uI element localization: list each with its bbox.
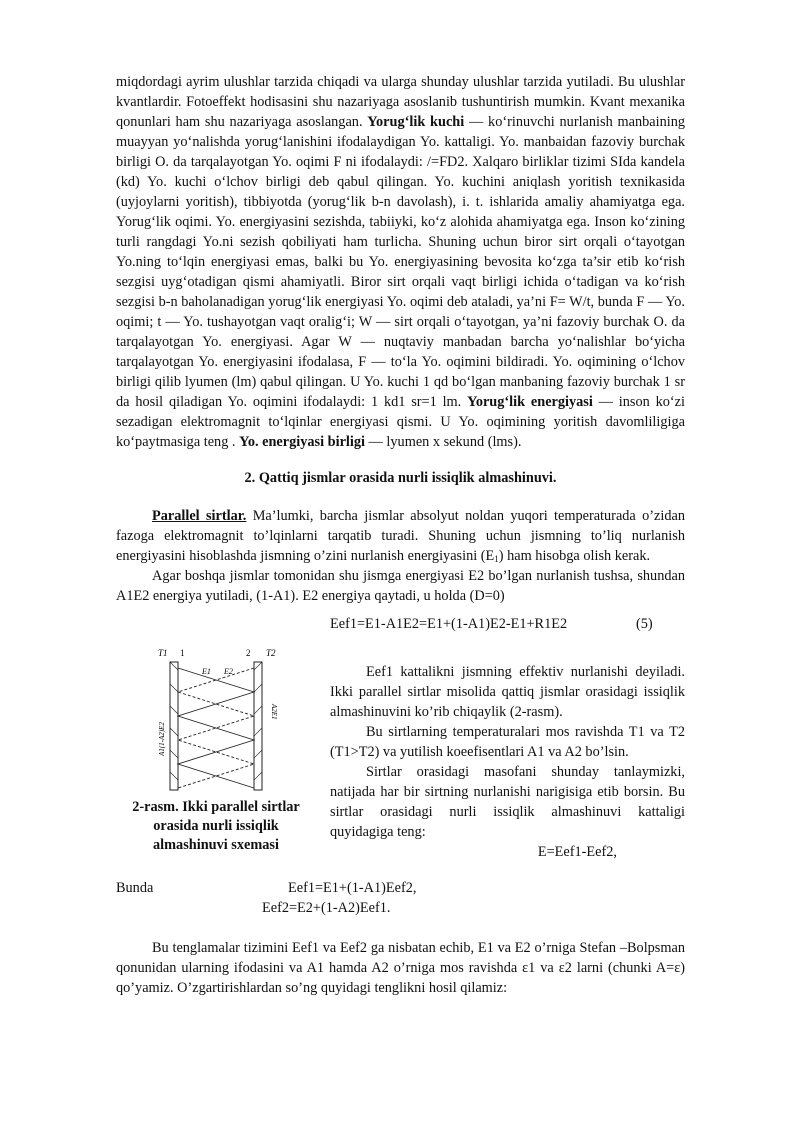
bunda-label: Bunda [116,880,154,896]
paragraph-effective-radiation: Eef1 kattalikni jismning effektiv nurlanishi deyiladi. Ikki parallel sirtlar misolida qattiq jismlar orasidagi issiqlik almashinuvini ko’rib chiqaylik (2-rasm). [330,664,685,720]
paragraph-intro-text-d: — inson ko‘zi sezadigan elektromagnit to‘lqinlar energiyasi qismi. U Yo. oqimining yoritish davomliligiga ko‘paytmasiga teng . [116,394,685,450]
paragraph-parallel-surfaces [116,506,685,566]
label-2: 2 [246,648,251,658]
figure-2 [116,644,316,855]
paragraph-intro-text-e: — lyumen x sekund (lms). [364,434,522,450]
bunda-block [116,878,685,924]
equation-e: E=Eef1-Eef2, [537,844,617,860]
term-light-energy: Yorug‘lik energiyasi [467,394,593,410]
term-light-energy-unit: Yo. energiyasi birligi [239,434,365,450]
paragraph-distance: Sirtlar orasidagi masofani shunday tanlaymizki, natijada har bir sirtning nurlanishi narigisiga etib borsin. Bu sirtlar orasidagi nurli issiqlik almashinuvi kattaligi quyidagiga teng: [330,764,685,840]
left-plate [170,662,178,790]
equation-5 [330,614,685,636]
label-t1: T1 [158,648,168,658]
figure-caption: 2-rasm. Ikki parallel sirtlar orasida nurli issiqlik almashinuvi sxemasi [132,799,300,853]
label-t2: T2 [266,648,276,658]
right-plate [254,662,262,790]
term-light-intensity: Yorug‘lik kuchi [367,114,465,130]
term-parallel-surfaces: Parallel sirtlar. [152,508,247,524]
paragraph-parallel-text-a: Ma’lumki, barcha jismlar absolyut noldan yuqori temperaturada o’zidan fazoga elektromagnit to’lqinlarni tarqatib turadi. Shuning uchun jismning to’liq nurlanish energiyasini hisoblashda jismning o’zini nurlanish energiyasini (E [116,508,685,564]
equation-5-number: (5) [636,616,653,632]
document-page [116,72,685,998]
paragraph-system-solution: Bu tenglamalar tizimini Eef1 va Eef2 ga nisbatan echib, E1 va E2 o’rniga Stefan –Bolpsman qonunidan ularning ifodasini va A1 hamda A2 o’rniga mos ravishda ε1 va ε2 larni (chunki A=ε) qo’yamiz. O’zgartirishlardan so’ng quyidagi tenglikni hosil qilamiz: [116,940,685,996]
label-right-side: A2E1 [270,704,278,720]
paragraph-intro-text-c: — ko‘rinuvchi nurlanish manbaining muayyan yo‘nalishda yorug‘lanishini ifodalaydigan Yo. kattaligi. Yo. manbaidan fazoviy burchak birligi O. da tarqalayotgan Yo. oqimi F ni ifodalaydi: /=FD2. Xalqaro birliklar tizimi SIda kandela (kd) Yo. kuchi o‘lchov birligi deb qabul qilingan. Yo. kuchini aniqlash yoritish texnikasida (uyjoylarni yoritish), tibbiyotda (yorug‘lik b-n davolash), i. t. ishlarida amaliy ahamiyatga ega. Yorug‘lik oqimi. Yo. energiyasini sezishda, tabiiyki, ko‘z alohida ahamiyatga ega. Inson ko‘zining turli rangdagi Yo.ni sezish qobiliyati ham turlicha. Shuning uchun biror sirt orqali o‘tayotgan Yo.ning to‘lqin energiyasi emas, balki bu Yo. energiyasining bevosita ko‘zga ta’sir etib ko‘rish sezgisi uyg‘otadigan qismi ahamiyatli. Biror sirt orqali vaqt birligi ichida o‘tadigan va ko‘rish sezgisi b-n baholanadigan yorug‘lik energiyasi Yo. oqimi deb ataladi, ya’ni F= W/t, bunda F — Yo. oqimi; t — Yo. tushayotgan vaqt oralig‘i; W — sirt orqali o‘tayotgan, ya’ni fazoviy burchak O. da tarqalayotgan Yo. energiyasi. Agar W — nuqtaviy manbadan barcha yo‘nalishlar bo‘yicha tarqalayotgan Yo. energiyasini ifodalasa, F — to‘la Yo. oqimini bildiradi. Yo. oqimining o‘lchov birligi qilib lyumen (lm) qabul qilingan. U Yo. kuchi 1 qd bo‘lgan manbaning fazoviy burchak 1 sr da hosil qiladigan Yo. oqimini ifodalaydi: 1 kd1 sr=1 lm. [116,114,685,410]
parallel-surfaces-diagram [146,644,286,794]
paragraph-parallel-text-b: ) ham hisobga olish kerak. [498,548,651,564]
figure-and-text [116,636,685,860]
bunda-equation-1: Eef1=E1+(1-A1)Eef2, [288,880,417,896]
figure-side-text [330,662,685,862]
paragraph-temperatures: Bu sirtlarning temperaturalari mos ravishda T1 va T2 (T1>T2) va yutilish koeefisentlari A1 va A2 bo’lsin. [330,724,685,760]
label-e1: E1 [202,667,211,676]
subscript: 1 [494,554,499,564]
paragraph-intro [116,72,685,452]
paragraph-intro-text-a: miqdordagi ayrim ulushlar tarzida chiqadi va ularga shunday ulushlar tarzida yutiladi. Bu ulushlar kvantlardir. Fotoeffekt hodisasini shu nazariyaga asoslanib tushuntirish mumkin. Kvant mexanika qonunlari ham shu nazariyaga asoslangan. [116,74,685,130]
section-heading: 2. Qattiq jismlar orasida nurli issiqlik almashinuvi. [244,470,557,486]
paragraph-incident-energy: Agar boshqa jismlar tomonidan shu jismga energiyasi E2 bo’lgan nurlanish tushsa, shundan A1E2 energiya yutiladi, (1-A1). E2 energiya qaytadi, u holda (D=0) [116,568,685,604]
label-1: 1 [180,648,185,658]
bunda-equation-2: Eef2=E2+(1-A2)Eef1. [262,900,391,916]
label-e2: E2 [224,667,233,676]
equation-5-text: Eef1=E1-A1E2=E1+(1-A1)E2-E1+R1E2 [330,616,568,632]
label-left-side: A1(1-A2)E2 [158,722,166,756]
ray-path-1 [178,668,254,788]
